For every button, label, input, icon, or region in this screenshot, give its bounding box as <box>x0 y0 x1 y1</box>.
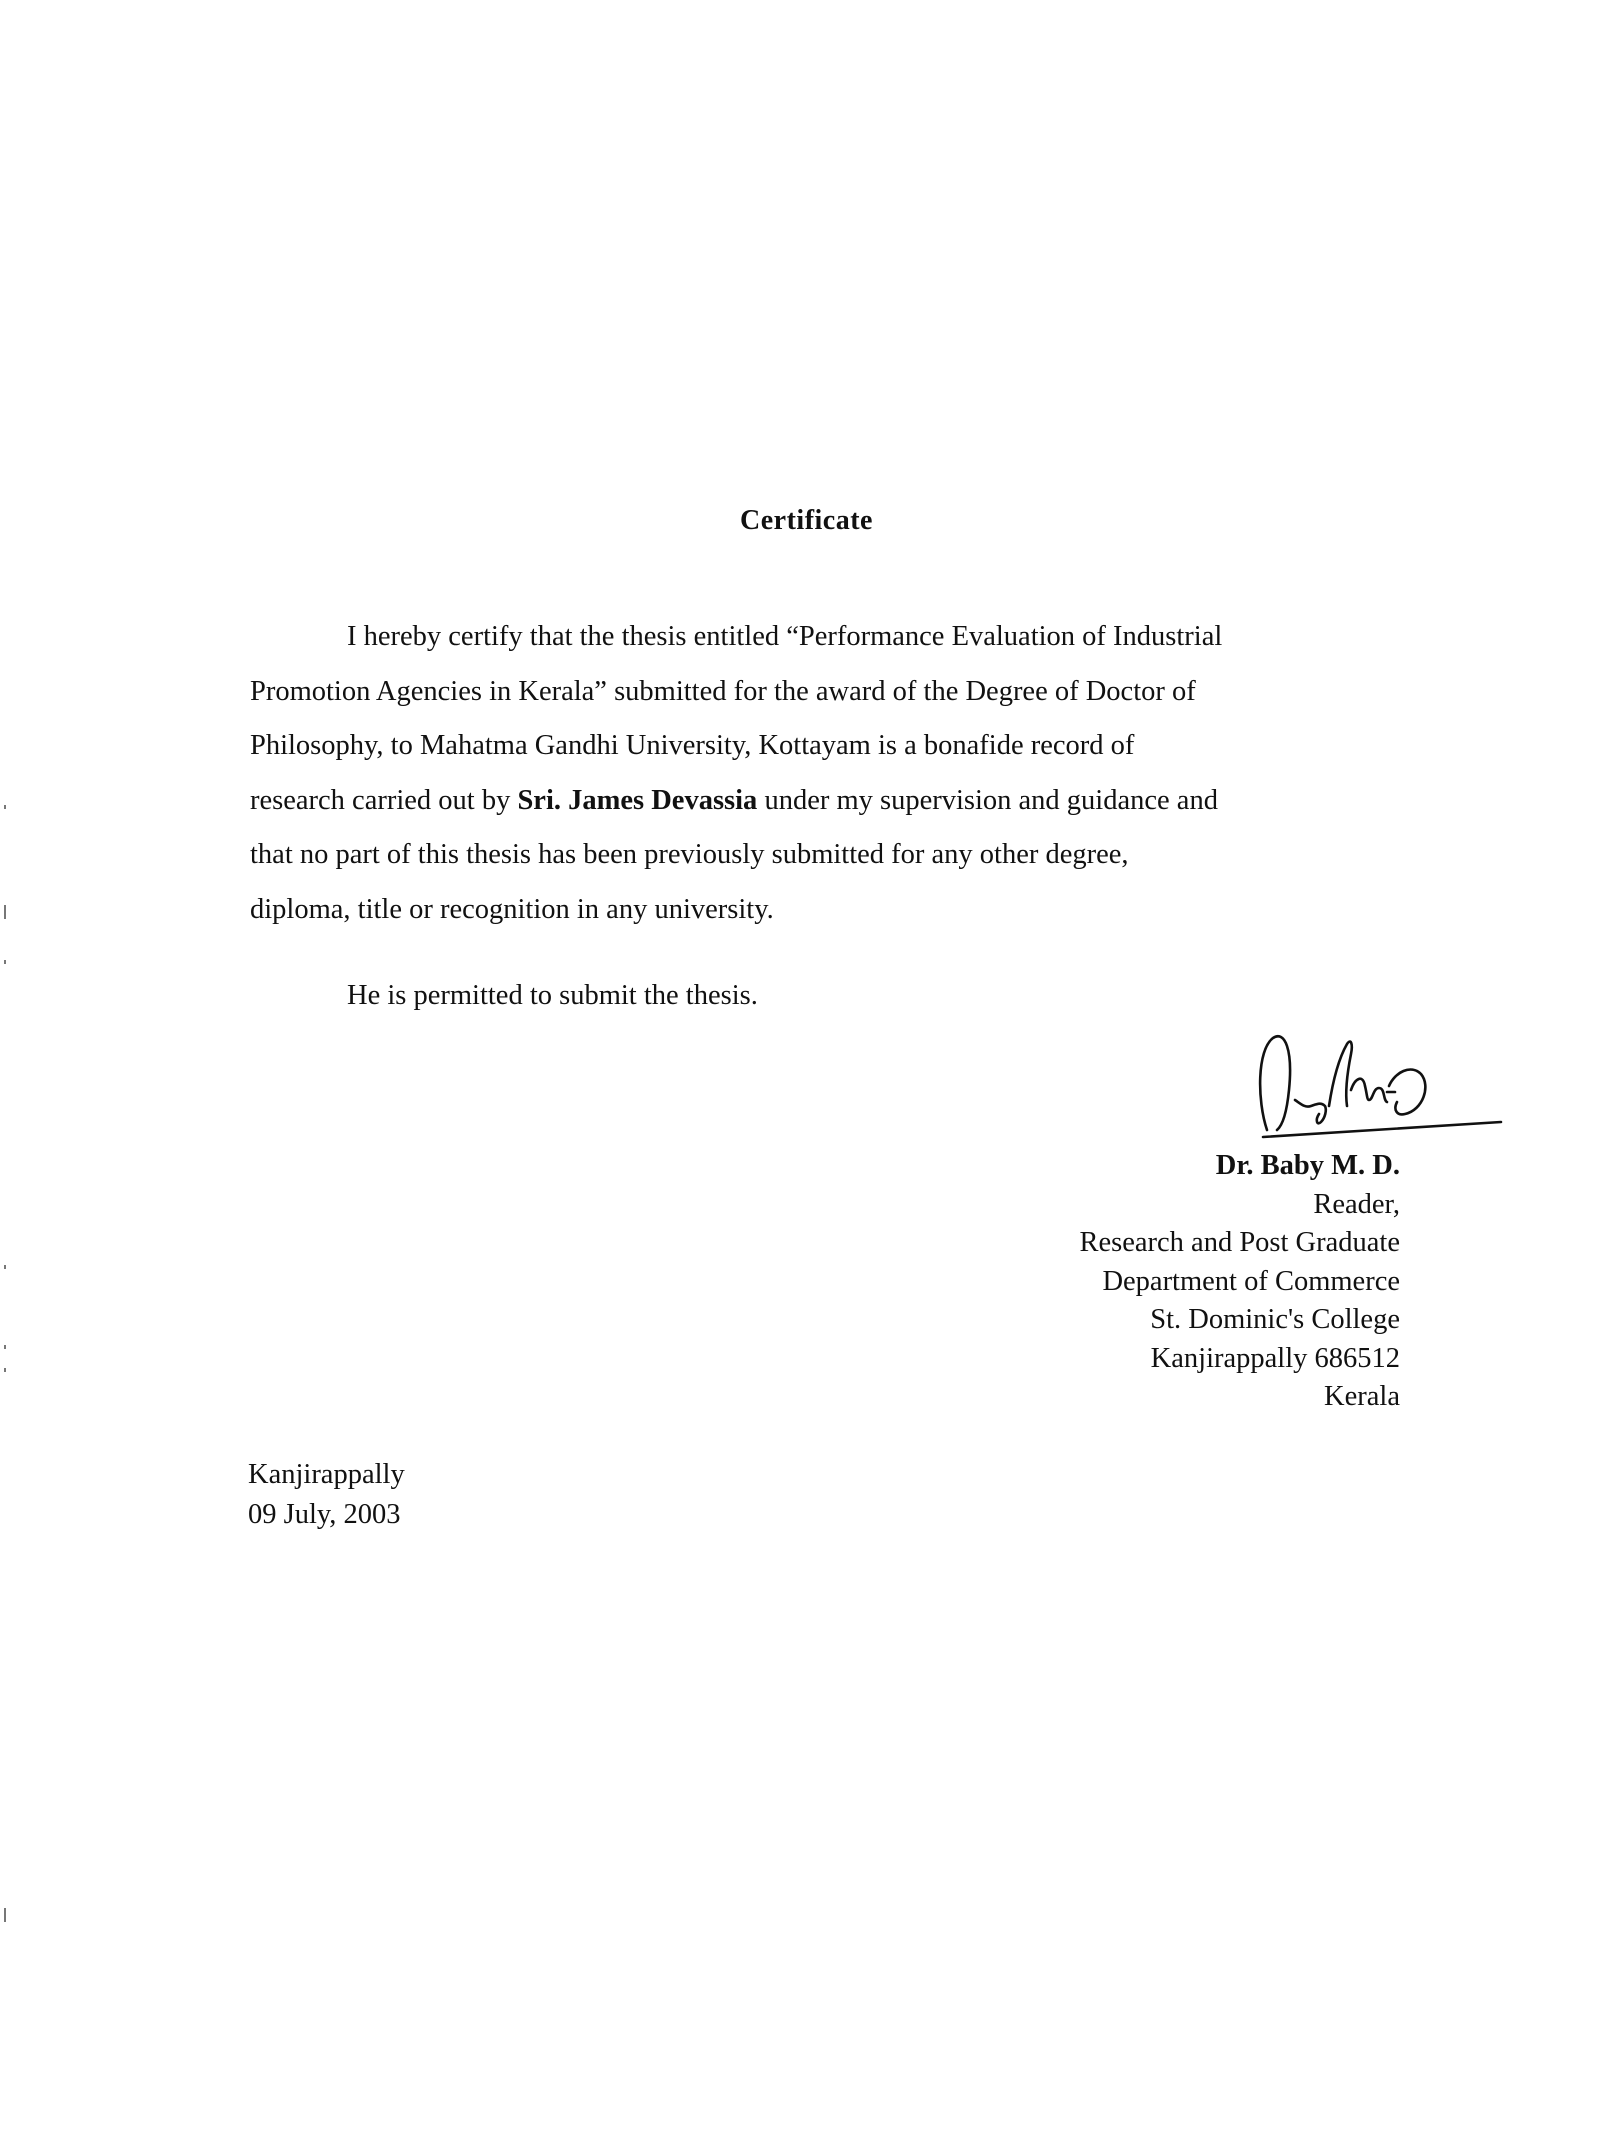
scan-edge-mark <box>4 905 6 919</box>
scan-edge-mark <box>4 805 6 809</box>
signatory-block <box>1079 1147 1400 1417</box>
date: 09 July, 2003 <box>248 1499 401 1530</box>
candidate-name: Sri. James Devassia <box>517 784 758 816</box>
paragraph-line-1: I hereby certify that the thesis entitled “Performance Evaluation of Industrial <box>347 621 1223 652</box>
signatory-designation: Reader, <box>1313 1188 1400 1220</box>
place-date-block <box>248 1455 405 1535</box>
paragraph-line-5: that no part of this thesis has been previously submitted for any other degree, <box>250 839 1129 870</box>
place: Kanjirappally <box>248 1459 405 1490</box>
signatory-name: Dr. Baby M. D. <box>1215 1150 1400 1181</box>
page-title: Certificate <box>740 505 873 536</box>
signatory-city: Kanjirappally 686512 <box>1150 1342 1400 1374</box>
scan-edge-mark <box>4 1908 6 1922</box>
paragraph-line-4-end: under my supervision and guidance and <box>757 784 1218 816</box>
paragraph-line-4-start: research carried out by <box>250 784 518 816</box>
scan-edge-mark <box>4 960 6 964</box>
signatory-state: Kerala <box>1324 1381 1400 1412</box>
scan-edge-mark <box>4 1345 6 1349</box>
paragraph-line-3: Philosophy, to Mahatma Gandhi University, Kottayam is a bonafide record of <box>250 730 1135 761</box>
paragraph-line-4 <box>250 774 1400 829</box>
certificate-paragraph <box>250 610 1400 937</box>
signatory-dept-line-2: Department of Commerce <box>1102 1265 1400 1297</box>
handwritten-signature <box>1255 1030 1505 1140</box>
scan-edge-mark <box>4 1265 6 1269</box>
permission-statement: He is permitted to submit the thesis. <box>347 980 758 1011</box>
signatory-dept-line-1: Research and Post Graduate <box>1079 1227 1400 1258</box>
paragraph-line-2: Promotion Agencies in Kerala” submitted for the award of the Degree of Doctor of <box>250 675 1196 707</box>
signatory-college: St. Dominic's College <box>1150 1304 1400 1335</box>
scan-edge-mark <box>4 1368 6 1372</box>
paragraph-line-6: diploma, title or recognition in any university. <box>250 893 774 925</box>
